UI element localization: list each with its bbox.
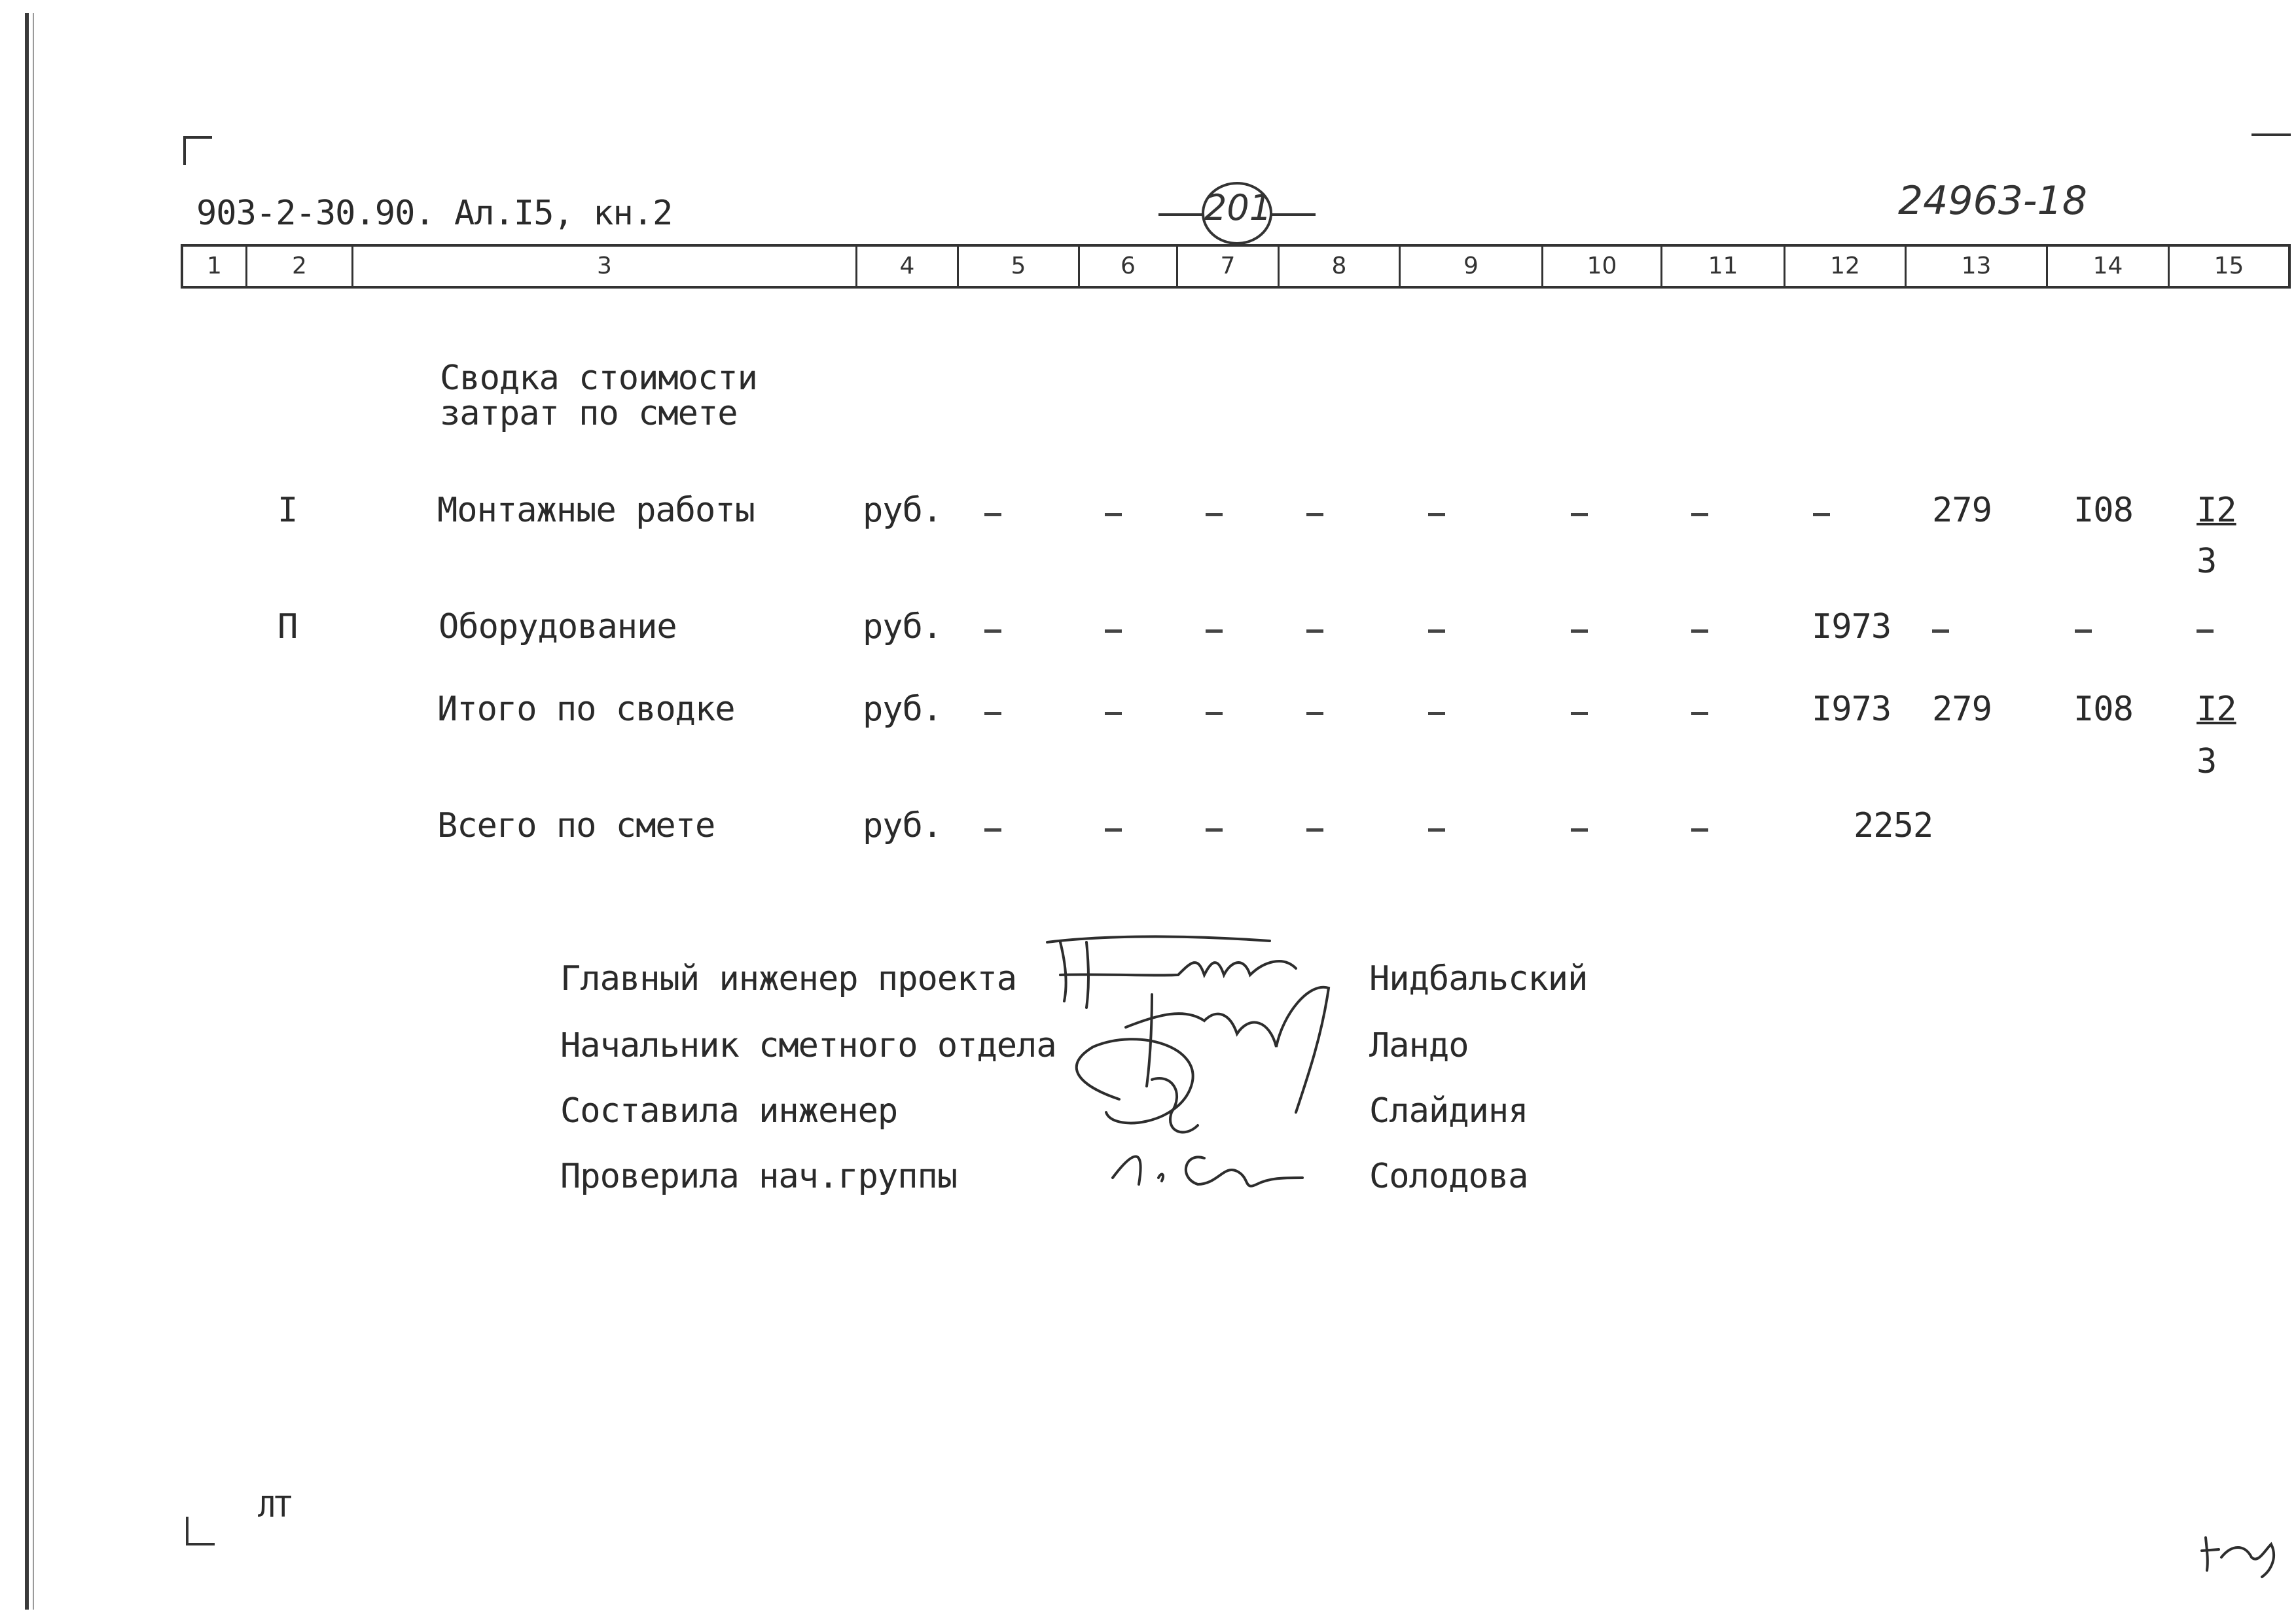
signature-name: Солодова [1369, 1157, 1528, 1196]
column-header: 15 [2214, 253, 2244, 279]
row-unit: руб. [863, 690, 942, 729]
corner-scribble [2199, 1525, 2284, 1583]
row-number: I [278, 491, 298, 530]
footer-mark: ЛТ [258, 1491, 291, 1524]
row-number: П [278, 607, 298, 646]
row-unit: руб. [863, 806, 942, 845]
column-header: 7 [1178, 247, 1280, 286]
empty-cell-dash [2075, 629, 2092, 633]
empty-cell-dash [1571, 629, 1588, 633]
column-header: 4 [857, 247, 959, 286]
column-header: 2 [247, 247, 353, 286]
empty-cell-dash [1813, 513, 1830, 516]
empty-cell-dash [1306, 712, 1323, 715]
empty-cell-dash [1691, 828, 1708, 832]
empty-cell-dash [1571, 828, 1588, 832]
cell-col14: I08 [2073, 491, 2133, 530]
column-header: 14 [2048, 247, 2170, 286]
signature-role: Начальник сметного отдела [560, 1026, 1056, 1065]
empty-cell-dash [1691, 629, 1708, 633]
row-label: Всего по смете [437, 806, 715, 845]
empty-cell-dash [1206, 828, 1223, 832]
summary-title-line2: затрат по смете [440, 394, 738, 433]
empty-cell-dash [1206, 712, 1223, 715]
row-unit: руб. [863, 607, 942, 646]
corner-mark-top-right [2251, 133, 2291, 136]
empty-cell-dash [984, 629, 1001, 633]
column-header: 11 [1662, 247, 1785, 286]
left-border-line-inner [33, 13, 34, 1610]
column-number-strip [181, 244, 2291, 289]
column-header: 6 [1080, 247, 1178, 286]
left-border-line [25, 13, 29, 1610]
empty-cell-dash [1105, 712, 1122, 715]
signature-name: Слайдиня [1369, 1091, 1528, 1131]
empty-cell-dash [1428, 712, 1445, 715]
column-header: 5 [959, 247, 1080, 286]
empty-cell-dash [1306, 513, 1323, 516]
empty-cell-dash [984, 513, 1001, 516]
summary-title-line1: Сводка стоимости [440, 359, 757, 398]
empty-cell-dash [1932, 629, 1949, 633]
empty-cell-dash [1105, 828, 1122, 832]
empty-cell-dash [1105, 629, 1122, 633]
signature-role: Проверила нач.группы [560, 1157, 958, 1196]
empty-cell-dash [984, 712, 1001, 715]
empty-cell-dash [1691, 513, 1708, 516]
empty-cell-dash [1206, 513, 1223, 516]
empty-cell-dash [1428, 629, 1445, 633]
corner-mark-top-left [183, 136, 212, 165]
document-code: 903-2-30.90. Ал.I5, кн.2 [196, 194, 673, 233]
grand-total: 2252 [1854, 806, 1933, 845]
cell-col13: 279 [1932, 690, 1992, 729]
row-label: Итого по сводке [437, 690, 735, 729]
signature-name: Нидбальский [1369, 959, 1588, 998]
cell-col12: I973 [1812, 690, 1892, 729]
empty-cell-dash [1428, 828, 1445, 832]
row-unit: руб. [863, 491, 942, 530]
row-label: Монтажные работы [437, 491, 755, 530]
column-header: 8 [1280, 247, 1401, 286]
cell-col15-top: I2 [2197, 491, 2236, 530]
handwritten-signatures [1021, 916, 1374, 1204]
signature-role: Главный инженер проекта [560, 959, 1017, 998]
cell-col15-top: I2 [2197, 690, 2236, 729]
column-header: 12 [1785, 247, 1907, 286]
signature-name: Ландо [1369, 1026, 1469, 1065]
row-label: Оборудование [439, 607, 677, 646]
inventory-number: 24963-18 [1898, 178, 2087, 224]
cell-col13: 279 [1932, 491, 1992, 530]
column-header: 3 [353, 247, 857, 286]
signature-role: Составила инженер [560, 1091, 898, 1131]
cell-col12: I973 [1812, 607, 1892, 646]
empty-cell-dash [984, 828, 1001, 832]
empty-cell-dash [1428, 513, 1445, 516]
column-header: 9 [1401, 247, 1543, 286]
column-header: 10 [1543, 247, 1662, 286]
column-header: 13 [1907, 247, 2048, 286]
empty-cell-dash [1105, 513, 1122, 516]
column-header: 1 [183, 247, 247, 286]
cell-col14: I08 [2073, 690, 2133, 729]
empty-cell-dash [1571, 712, 1588, 715]
empty-cell-dash [1306, 828, 1323, 832]
cell-col15-bottom: 3 [2197, 542, 2217, 581]
page-number: 201 [1204, 187, 1272, 228]
cell-col15-bottom: 3 [2197, 742, 2217, 781]
empty-cell-dash [1206, 629, 1223, 633]
empty-cell-dash [2197, 629, 2214, 633]
empty-cell-dash [1691, 712, 1708, 715]
corner-mark-bottom-left [186, 1517, 215, 1545]
empty-cell-dash [1306, 629, 1323, 633]
empty-cell-dash [1571, 513, 1588, 516]
